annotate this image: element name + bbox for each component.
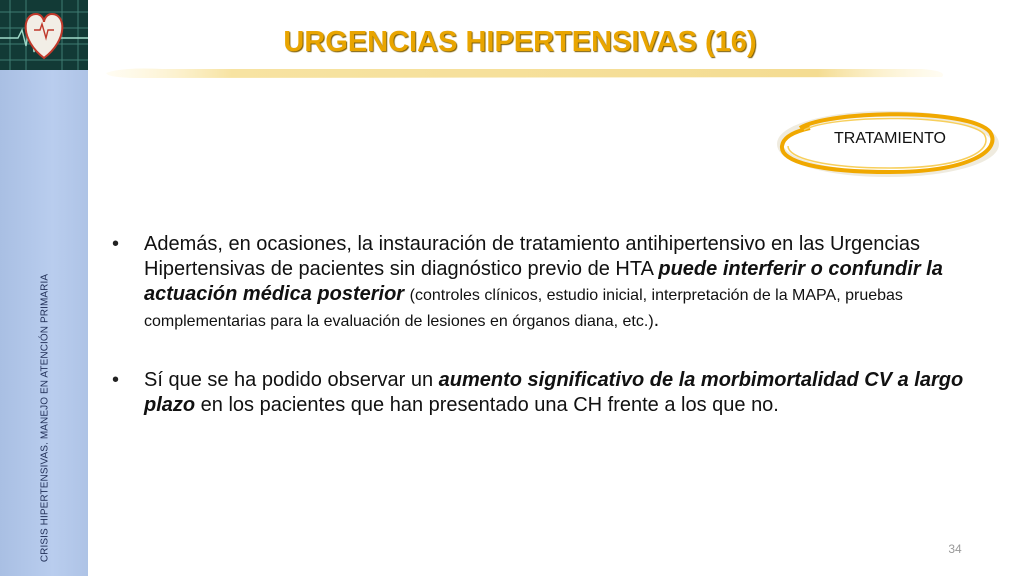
heart-ecg-icon xyxy=(0,0,88,70)
page-number: 34 xyxy=(948,542,962,556)
bullet-item xyxy=(112,368,1002,418)
section-badge: TRATAMIENTO xyxy=(834,130,946,147)
bullet-detail: (controles clínicos, estudio inicial, interpretación de la MAPA, pruebas complementarias para la evaluación de lesiones en órganos diana, etc.) xyxy=(144,287,903,330)
bullet-text: en los pacientes que han presentado una CH frente a los que no. xyxy=(195,394,779,416)
bullet-period: . xyxy=(653,309,660,331)
bullet-emphasis: aumento significativo de la morbimortalidad CV a largo plazo xyxy=(144,369,964,416)
slide-content xyxy=(112,232,1002,418)
sidebar-vertical-title: CRISIS HIPERTENSIVAS. MANEJO EN ATENCIÓN PRIMARIA xyxy=(39,273,51,563)
bullet-dot-icon: • xyxy=(112,233,120,255)
bullet-text: Además, en ocasiones, la instauración de tratamiento antihipertensivo en las Urgencias Hipertensivas de pacientes sin diagnóstico previo de HTA xyxy=(144,233,920,280)
slide-title: URGENCIAS HIPERTENSIVAS (16) xyxy=(283,26,757,58)
bullet-item xyxy=(112,232,1002,334)
bullet-emphasis: puede interferir o confundir la actuación médica posterior xyxy=(144,258,943,305)
title-underline xyxy=(102,65,950,81)
bullet-dot-icon: • xyxy=(112,369,120,391)
bullet-text: Sí que se ha podido observar un xyxy=(144,369,439,391)
sidebar xyxy=(0,0,88,576)
